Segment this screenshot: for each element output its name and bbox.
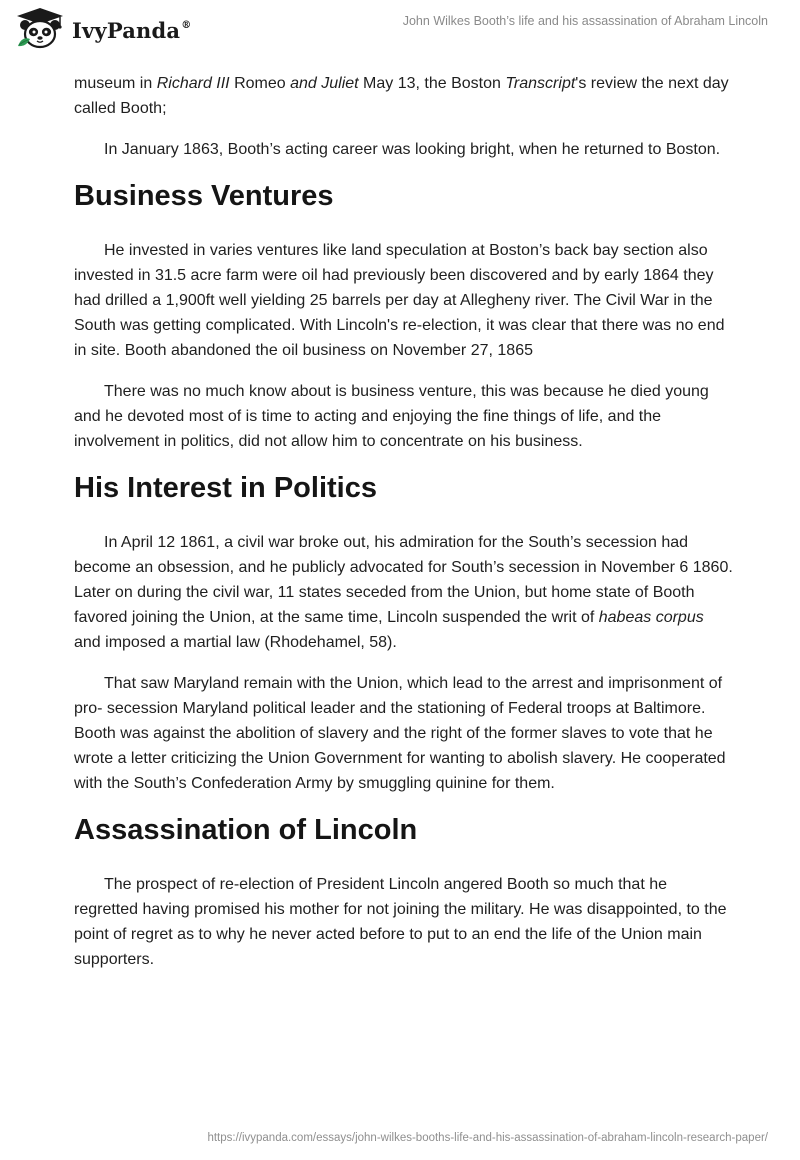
page-header <box>0 0 800 62</box>
paragraph: In January 1863, Booth’s acting career was looking bright, when he returned to Boston. <box>104 141 721 158</box>
document-title: John Wilkes Booth’s life and his assassination of Abraham Lincoln <box>402 14 768 28</box>
heading-business-ventures: Business Ventures <box>74 180 334 212</box>
paragraph: In April 12 1861, a civil war broke out, his admiration for the South’s secession had become an obsession, and he publicly advocated for South’s secession in November 6 1860. Later on during the civil war, 11 states seceded from the Union, but home state of Booth favored joining the Union, at the same time, Lincoln suspended the writ of habeas corpus and imposed a martial law (Rhodehamel, 58). <box>74 534 733 651</box>
ivypanda-logo[interactable] <box>14 6 191 50</box>
registered-mark: ® <box>181 19 192 31</box>
paragraph: The prospect of re-election of President Lincoln angered Booth so much that he regretted having promised his mother for not joining the military. He was disappointed, to the point of regret as to why he never acted before to put to an end the life of the Union main supporters. <box>74 876 727 968</box>
paragraph: He invested in varies ventures like land speculation at Boston’s back bay section also invested in 31.5 acre farm were oil had previously been discovered and by early 1864 they had drilled a 1,900ft well yielding 25 barrels per day at Allegheny river. The Civil War in the South was getting complicated. With Lincoln's re-election, it was clear that there was no end in site. Booth abandoned the oil business on November 27, 1865 <box>74 242 725 359</box>
logo-wordmark: IvyPanda® <box>72 17 192 43</box>
paragraph-continued: museum in Richard III Romeo and Juliet May 13, the Boston Transcript's review the next day called Booth; <box>74 75 729 117</box>
source-url[interactable]: https://ivypanda.com/essays/john-wilkes-booths-life-and-his-assassination-of-abraham-lincoln-research-paper/ <box>207 1132 768 1144</box>
panda-graduate-icon <box>14 6 66 50</box>
paragraph: That saw Maryland remain with the Union, which lead to the arrest and imprisonment of pro- secession Maryland political leader and the stationing of Federal troops at Baltimore. Booth was against the abolition of slavery and the right of the former slaves to vote that he wrote a letter criticizing the Union Government for wanting to abolish slavery. He cooperated with the South’s Confederation Army by smuggling quinine for them. <box>74 675 726 792</box>
heading-assassination-of-lincoln: Assassination of Lincoln <box>74 814 418 846</box>
heading-interest-in-politics: His Interest in Politics <box>74 472 377 504</box>
paragraph: There was no much know about is business venture, this was because he died young and he devoted most of is time to acting and enjoying the fine things of life, and the involvement in politics, did not allow him to concentrate on his business. <box>74 383 709 450</box>
essay-body <box>74 71 734 988</box>
